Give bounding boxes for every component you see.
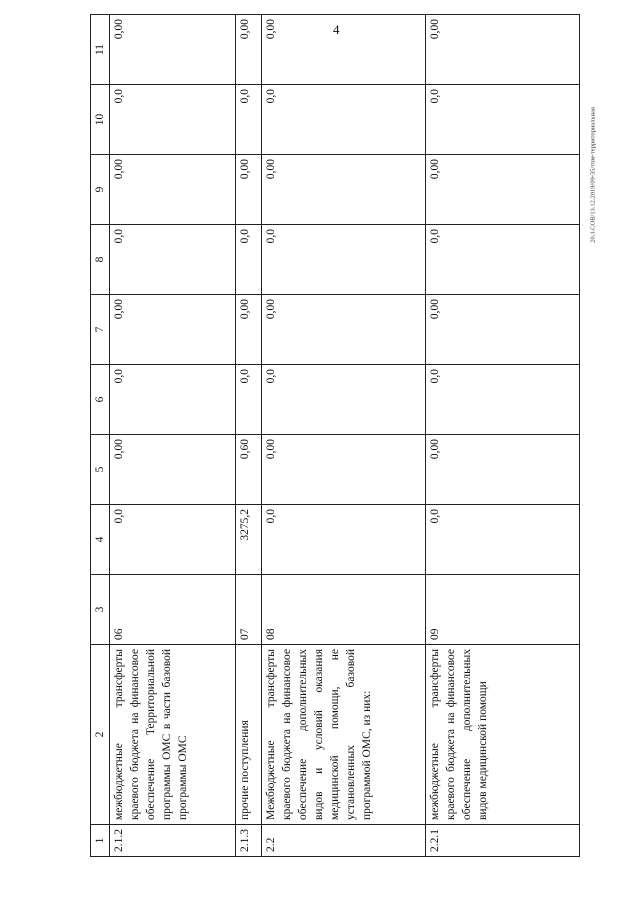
table-row	[426, 15, 580, 857]
rotated-table-container	[90, 19, 580, 857]
page-number: 4	[333, 22, 340, 37]
table-row	[110, 15, 236, 857]
value-cell: 0,00	[262, 295, 426, 365]
value-cell: 3275,2	[236, 505, 262, 575]
value-cell: 0,00	[262, 435, 426, 505]
table-row	[236, 15, 262, 857]
value-cell: 0,00	[426, 15, 580, 85]
table-row	[262, 15, 426, 857]
value-cell: 0,60	[236, 435, 262, 505]
row-name: межбюджетные трансферты краевого бюджета на финансовое обеспечение дополнительных видов медицинской помощи	[426, 645, 580, 825]
value-cell: 0,00	[262, 155, 426, 225]
value-cell: 0,0	[110, 365, 236, 435]
value-cell: 0,0	[262, 225, 426, 295]
value-cell: 0,0	[110, 225, 236, 295]
row-name: Межбюджетные трансферты краевого бюджета на финансовое обеспечение дополнительных видов и условий оказания медицинской помощи, не установленных базовой программой ОМС, из них:	[262, 645, 426, 825]
row-code: 2.2.1	[426, 825, 580, 857]
row-code: 2.2	[262, 825, 426, 857]
header-cell: 11	[91, 15, 110, 85]
value-cell: 0,0	[262, 365, 426, 435]
value-cell: 0,0	[262, 85, 426, 155]
value-cell: 0,00	[236, 15, 262, 85]
value-cell: 0,0	[110, 505, 236, 575]
value-cell: 0,00	[262, 15, 426, 85]
row-code: 2.1.2	[110, 825, 236, 857]
header-cell: 2	[91, 645, 110, 825]
header-cell: 5	[91, 435, 110, 505]
value-cell: 0,00	[110, 155, 236, 225]
row-name: прочие поступления	[236, 645, 262, 825]
data-table	[90, 14, 580, 857]
side-document-code-text: 20.3.СОВ/13.12.2019/09-35/тпм-территориальная	[589, 107, 597, 243]
value-cell: 0,0	[236, 365, 262, 435]
side-document-code	[586, 60, 600, 290]
value-cell: 0,00	[426, 435, 580, 505]
value-cell: 0,0	[236, 225, 262, 295]
header-cell: 6	[91, 365, 110, 435]
value-cell: 0,0	[426, 505, 580, 575]
value-cell: 0,00	[110, 15, 236, 85]
header-cell: 9	[91, 155, 110, 225]
row-line-code: 06	[110, 575, 236, 645]
value-cell: 0,0	[262, 505, 426, 575]
row-line-code: 07	[236, 575, 262, 645]
value-cell: 0,00	[110, 435, 236, 505]
value-cell: 0,0	[236, 85, 262, 155]
row-code: 2.1.3	[236, 825, 262, 857]
header-cell: 8	[91, 225, 110, 295]
value-cell: 0,0	[426, 365, 580, 435]
value-cell: 0,00	[236, 155, 262, 225]
value-cell: 0,00	[426, 295, 580, 365]
table-header-row	[91, 15, 110, 857]
value-cell: 0,0	[110, 85, 236, 155]
row-name: межбюджетные трансферты краевого бюджета на финансовое обеспечение Территориальной программы ОМС в части базовой программы ОМС	[110, 645, 236, 825]
value-cell: 0,0	[426, 85, 580, 155]
header-cell: 1	[91, 825, 110, 857]
header-cell: 10	[91, 85, 110, 155]
value-cell: 0,00	[426, 155, 580, 225]
header-cell: 3	[91, 575, 110, 645]
value-cell: 0,00	[110, 295, 236, 365]
row-line-code: 09	[426, 575, 580, 645]
row-line-code: 08	[262, 575, 426, 645]
value-cell: 0,0	[426, 225, 580, 295]
header-cell: 7	[91, 295, 110, 365]
value-cell: 0,00	[236, 295, 262, 365]
header-cell: 4	[91, 505, 110, 575]
